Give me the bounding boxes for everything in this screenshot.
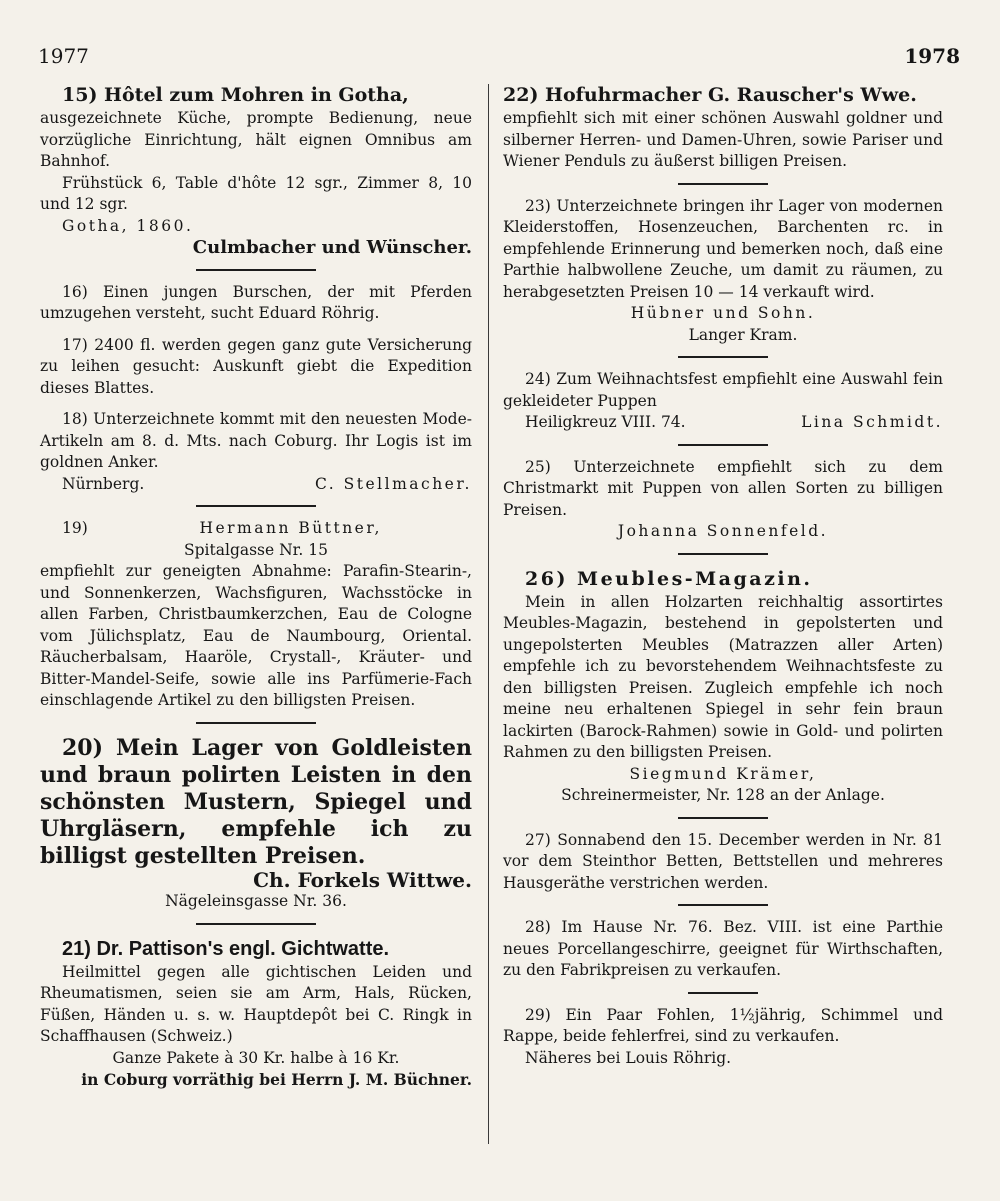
ad-15 xyxy=(40,82,472,259)
ad-25 xyxy=(503,457,943,543)
page-number-left: 1977 xyxy=(38,44,89,68)
column-divider xyxy=(488,84,489,1144)
ad-19-number: 19) xyxy=(62,519,88,537)
ad-20-address: Nägeleinsgasse Nr. 36. xyxy=(165,892,347,910)
separator-rule xyxy=(688,992,758,994)
ad-15-place: Gotha, 1860. xyxy=(62,216,194,235)
separator-rule xyxy=(678,356,768,358)
ad-16 xyxy=(40,282,472,325)
separator-rule xyxy=(678,817,768,819)
ad-26-heading: 26) Meubles-Magazin. xyxy=(525,567,813,590)
ad-19-header xyxy=(40,518,472,540)
right-column xyxy=(503,82,943,1079)
ad-18-body: 18) Unterzeichnete kommt mit den neuesten Mode-Artikeln am 8. d. Mts. nach Coburg. Ihr Logis ist im goldnen Anker. xyxy=(40,410,472,471)
ad-24 xyxy=(503,369,943,434)
ad-22 xyxy=(503,82,943,173)
ad-26-signature: Siegmund Krämer, xyxy=(629,764,817,783)
separator-rule xyxy=(196,923,316,925)
ad-29-note: Näheres bei Louis Röhrig. xyxy=(525,1048,732,1067)
ad-18-place: Nürnberg. xyxy=(62,474,145,493)
ad-27-body: 27) Sonnabend den 15. December werden in Nr. 81 vor dem Steinthor Betten, Bettstellen und mehreres Hausgeräthe verstrichen werden. xyxy=(503,830,943,892)
page-number-right: 1978 xyxy=(904,44,960,68)
ad-20-signature: Ch. Forkels Wittwe. xyxy=(253,867,472,892)
ad-17 xyxy=(40,335,472,400)
ad-21-prices: Ganze Pakete à 30 Kr. halbe à 16 Kr. xyxy=(112,1048,400,1067)
ad-21 xyxy=(40,936,472,1091)
ad-18-signature: C. Stellmacher. xyxy=(314,474,472,493)
separator-rule xyxy=(678,444,768,446)
ad-20-body: 20) Mein Lager von Goldleisten und braun polirten Leisten in den schönsten Mustern, Spiegel und Uhrgläsern, empfehle ich zu billigst gestellten Preisen. xyxy=(40,734,472,869)
ad-21-heading: 21) Dr. Pattison's engl. Gichtwatte. xyxy=(62,937,390,960)
ad-19 xyxy=(40,518,472,712)
ad-15-body: ausgezeichnete Küche, prompte Bedienung, neue vorzügliche Einrichtung, hält eignen Omnibus am Bahnhof. xyxy=(40,109,472,170)
ad-15-prices: Frühstück 6, Table d'hôte 12 sgr., Zimmer 8, 10 und 12 sgr. xyxy=(40,173,472,213)
separator-rule xyxy=(196,269,316,271)
ad-29 xyxy=(503,1005,943,1070)
left-column xyxy=(40,82,472,1101)
ad-26-body: Mein in allen Holzarten reichhaltig assortirtes Meubles-Magazin, bestehend in gepolsterten und ungepolsterten Meubles (Matrazzen aller Arten) empfehle ich zu bevorstehendem Weihnachtsfeste zu den billigsten Preisen. Zugleich empfehle ich noch meine neu erhaltenen Spiegel in sehr fein braun lackirten (Barock-Rahmen) sowie in Gold- und polirten Rahmen zu den billigsten Preisen. xyxy=(503,592,943,761)
ad-16-body: 16) Einen jungen Burschen, der mit Pferden umzugehen versteht, sucht Eduard Röhrig. xyxy=(40,282,472,322)
ad-27 xyxy=(503,830,943,895)
separator-rule xyxy=(678,183,768,185)
ad-19-name: Hermann Büttner, xyxy=(199,519,382,537)
separator-rule xyxy=(196,505,316,507)
ad-26 xyxy=(503,566,943,807)
separator-rule xyxy=(196,722,316,724)
ad-21-body: Heilmittel gegen alle gichtischen Leiden und Rheumatismen, seien sie am Arm, Hals, Rücken, Füßen, Händen u. s. w. Hauptdepôt bei C. Ringk in Schaffhausen (Schweiz.) xyxy=(40,962,472,1045)
ad-24-body: 24) Zum Weihnachtsfest empfiehlt eine Auswahl fein gekleideter Puppen xyxy=(503,370,943,410)
ad-24-footer xyxy=(503,412,943,434)
ad-15-signature: Culmbacher und Wünscher. xyxy=(192,237,472,258)
ad-19-body: empfiehlt zur geneigten Abnahme: Parafin-Stearin-, und Sonnenkerzen, Wachsfiguren, Wachsstöcke in allen Farben, Christbaumkerzchen, Eau de Cologne vom Jülichsplatz, Eau de Naumbourg, Oriental. Räucherbalsam, Haaröle, Crystall-, Kräuter- und Bitter-Mandel-Seife, sowie alle ins Parfümerie-Fach einschlagende Artikel zu den billigsten Preisen. xyxy=(40,562,472,709)
ad-23 xyxy=(503,196,943,347)
ad-20 xyxy=(40,735,472,913)
ad-26-address: Schreinermeister, Nr. 128 an der Anlage. xyxy=(561,786,885,804)
ad-24-place: Heiligkreuz VIII. 74. xyxy=(525,413,686,431)
ad-19-address: Spitalgasse Nr. 15 xyxy=(184,540,328,559)
ad-15-heading: 15) Hôtel zum Mohren in Gotha, xyxy=(62,84,409,106)
ad-18 xyxy=(40,409,472,495)
ad-28 xyxy=(503,917,943,982)
ad-23-body: 23) Unterzeichnete bringen ihr Lager von modernen Kleiderstoffen, Hosenzeuchen, Barchenten rc. in empfehlende Erinnerung und bemerken noch, daß eine Parthie halbwollene Zeuche, um damit zu räumen, zu herabgesetzten Preisen 10 — 14 verkauft wird. xyxy=(503,196,943,301)
ad-23-address: Langer Kram. xyxy=(688,325,798,344)
separator-rule xyxy=(678,904,768,906)
ad-22-heading: 22) Hofuhrmacher G. Rauscher's Wwe. xyxy=(503,84,917,106)
ad-25-body: 25) Unterzeichnete empfiehlt sich zu dem Christmarkt mit Puppen von allen Sorten zu billigen Preisen. xyxy=(503,457,943,519)
ad-18-footer xyxy=(40,474,472,496)
ad-24-signature: Lina Schmidt. xyxy=(801,413,943,431)
ad-21-seller: in Coburg vorräthig bei Herrn J. M. Büchner. xyxy=(81,1070,472,1089)
ad-29-body: 29) Ein Paar Fohlen, 1½jährig, Schimmel und Rappe, beide fehlerfrei, sind zu verkaufen. xyxy=(503,1005,943,1045)
ad-23-signature: Hübner und Sohn. xyxy=(630,304,816,322)
separator-rule xyxy=(678,553,768,555)
ad-28-body: 28) Im Hause Nr. 76. Bez. VIII. ist eine Parthie neues Porcellangeschirre, geeignet für Wirthschaften, zu den Fabrikpreisen zu verkaufen. xyxy=(503,918,943,979)
ad-17-body: 17) 2400 fl. werden gegen ganz gute Versicherung zu leihen gesucht: Auskunft giebt die Expedition dieses Blattes. xyxy=(40,335,472,397)
ad-25-signature: Johanna Sonnenfeld. xyxy=(617,522,829,540)
ad-22-body: empfiehlt sich mit einer schönen Auswahl goldner und silberner Herren- und Damen-Uhren, sowie Pariser und Wiener Penduls zu äußerst billigen Preisen. xyxy=(503,109,943,170)
